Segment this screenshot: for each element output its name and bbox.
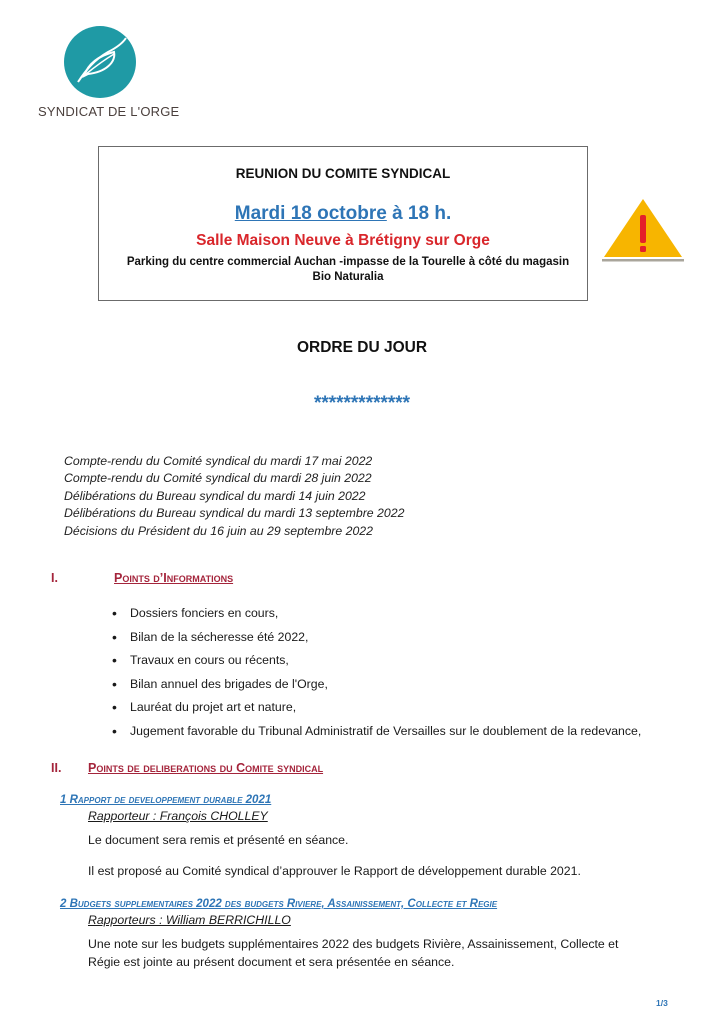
meeting-info-box — [98, 146, 588, 301]
list-item: • Jugement favorable du Tribunal Administratif de Versailles sur le doublement de la redevance, — [112, 724, 641, 748]
meeting-title: REUNION DU COMITE SYNDICAL — [235, 166, 451, 181]
item-1-paragraph: Il est proposé au Comité syndical d’approuver le Rapport de développement durable 2021. — [88, 864, 581, 878]
minutes-item: Décisions du Président du 16 juin au 29 septembre 2022 — [64, 523, 373, 538]
list-item: • Bilan de la sécheresse été 2022, — [112, 630, 641, 654]
minutes-item: Délibérations du Bureau syndical du mardi 13 septembre 2022 — [64, 506, 405, 521]
minutes-list — [64, 453, 404, 540]
agenda-title: ORDRE DU JOUR — [296, 339, 428, 356]
meeting-parking — [109, 255, 587, 285]
minutes-item: Compte-rendu du Comité syndical du mardi 28 juin 2022 — [64, 471, 372, 486]
information-list — [112, 606, 641, 748]
section-2-title: Points de deliberations du Comite syndical — [88, 761, 324, 775]
item-2-paragraph: Une note sur les budgets supplémentaires 2022 des budgets Rivière, Assainissement, Collecte et Régie est jointe au présent document et sera présentée en séance. — [88, 937, 619, 969]
section-1-title: Points d’Informations — [114, 571, 234, 585]
meeting-date-time: à 18 h. — [386, 203, 452, 224]
section-1-number: I. — [51, 571, 58, 585]
parking-line-1: Parking du centre commercial Auchan -impasse de la Tourelle à côté du magasin — [126, 256, 570, 268]
meeting-place: Salle Maison Neuve à Brétigny sur Orge — [196, 232, 490, 249]
list-item: • Lauréat du projet art et nature, — [112, 700, 641, 724]
warning-triangle-icon — [600, 195, 686, 265]
item-1-paragraph: Le document sera remis et présenté en séance. — [88, 833, 349, 847]
minutes-item: Délibérations du Bureau syndical du mardi 14 juin 2022 — [64, 488, 366, 503]
logo-text: SYNDICAT DE L'ORGE — [38, 104, 180, 119]
minutes-item: Compte-rendu du Comité syndical du mardi 17 mai 2022 — [64, 454, 373, 468]
item-2-heading: 2 Budgets supplementaires 2022 des budgets Riviere, Assainissement, Collecte et Regie — [60, 898, 498, 910]
page-number: 1/3 — [656, 998, 668, 1008]
item-1-rapporteur: Rapporteur : François CHOLLEY — [88, 809, 268, 823]
section-2-number: II. — [51, 761, 62, 775]
item-2-rapporteur: Rapporteurs : William BERRICHILLO — [88, 913, 291, 927]
meeting-date-day: Mardi 18 octobre — [234, 203, 387, 224]
list-item: • Dossiers fonciers en cours, — [112, 606, 641, 630]
leaf-circle-icon — [64, 26, 136, 98]
item-1-heading: 1 Rapport de developpement durable 2021 — [60, 794, 272, 806]
logo — [36, 24, 180, 124]
list-item: • Bilan annuel des brigades de l'Orge, — [112, 677, 641, 701]
list-item: • Travaux en cours ou récents, — [112, 653, 641, 677]
parking-line-2: Bio Naturalia — [312, 271, 384, 283]
meeting-date — [99, 203, 587, 225]
separator: ************* — [313, 393, 411, 414]
